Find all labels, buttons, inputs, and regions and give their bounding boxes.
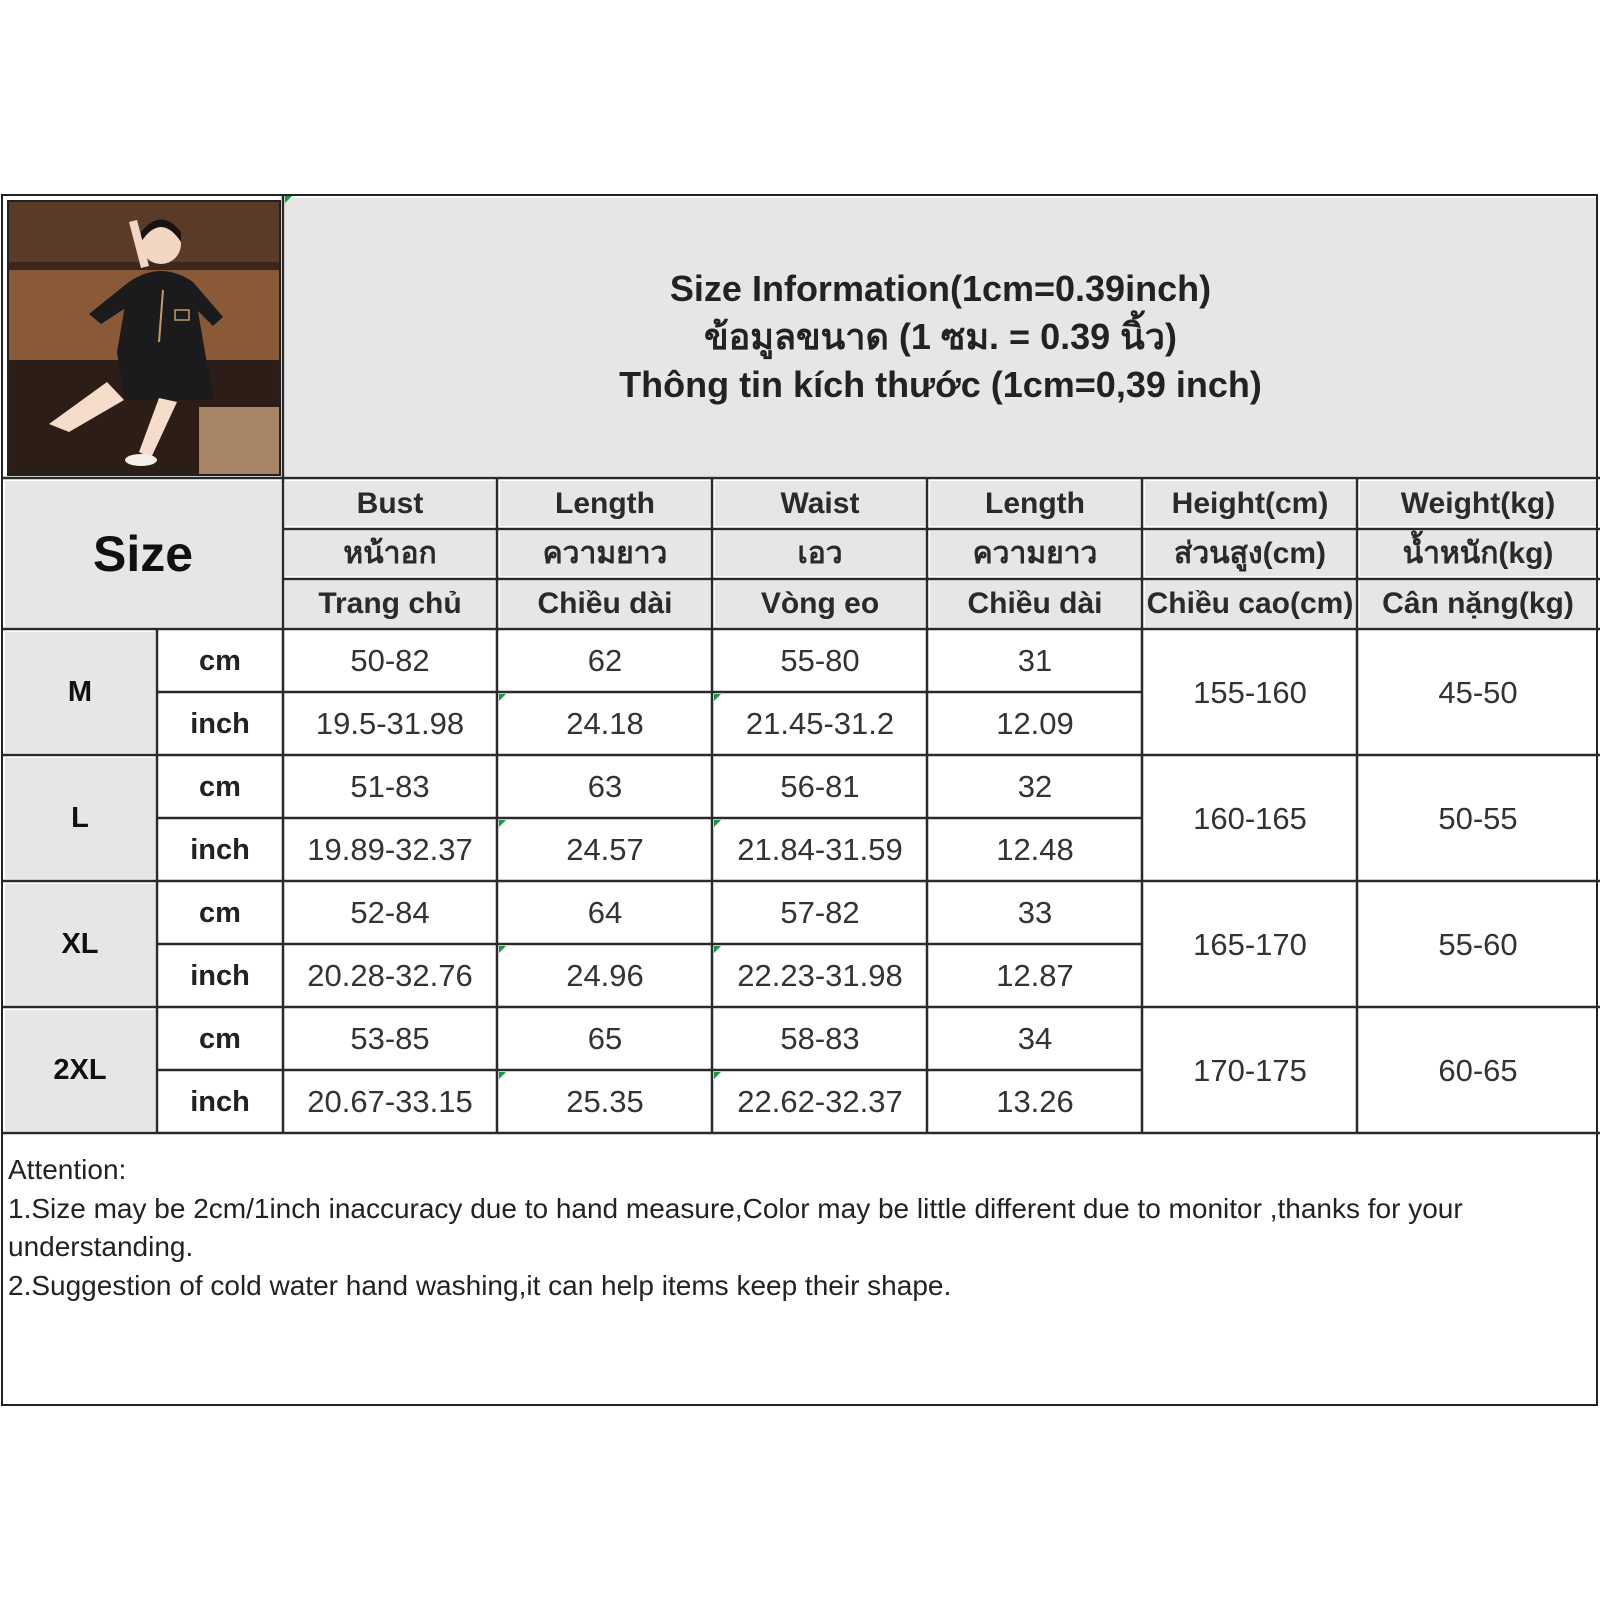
table-cell: 19.5-31.98	[315, 706, 465, 741]
weight-cell: 50-55	[1438, 800, 1518, 836]
unit-cm: cm	[199, 644, 241, 677]
header-weight-th: น้ำหนัก(kg)	[1360, 531, 1596, 576]
height-cell: 155-160	[1193, 674, 1307, 710]
height-cell: 165-170	[1193, 926, 1307, 962]
table-cell: 51-83	[350, 769, 430, 804]
header-bust-en: Bust	[285, 481, 495, 526]
table-cell: 50-82	[350, 643, 430, 678]
table-cell: 31	[1017, 643, 1053, 678]
table-cell: 58-83	[780, 1021, 860, 1056]
unit-inch: inch	[190, 959, 250, 992]
table-cell: 57-82	[780, 895, 860, 930]
table-cell: 65	[587, 1021, 623, 1056]
table-cell: 12.48	[996, 832, 1074, 867]
header-weight-en: Weight(kg)	[1360, 481, 1596, 526]
header-waist-vi: Vòng eo	[715, 581, 925, 627]
unit-inch: inch	[190, 833, 250, 866]
unit-cm: cm	[199, 896, 241, 929]
header-waist-th: เอว	[715, 531, 925, 576]
table-cell: 20.28-32.76	[307, 958, 473, 993]
height-cell: 170-175	[1193, 1052, 1307, 1088]
notes-line-2: 2.Suggestion of cold water hand washing,it can help items keep their shape.	[8, 1269, 952, 1301]
table-cell: 24.57	[566, 832, 644, 867]
table-cell: 25.35	[566, 1084, 644, 1119]
table-cell: 33	[1017, 895, 1053, 930]
table-cell: 34	[1017, 1021, 1053, 1056]
table-cell: 20.67-33.15	[307, 1084, 473, 1119]
table-cell: 12.87	[996, 958, 1074, 993]
table-cell: 52-84	[350, 895, 430, 930]
header-length2-th: ความยาว	[930, 531, 1140, 576]
table-cell: 22.23-31.98	[737, 958, 903, 993]
size-label-2xl: 2XL	[5, 1010, 155, 1131]
table-cell: 32	[1017, 769, 1053, 804]
table-cell: 55-80	[780, 643, 860, 678]
table-cell: 22.62-32.37	[737, 1084, 903, 1119]
table-cell: 21.84-31.59	[737, 832, 903, 867]
unit-inch: inch	[190, 707, 250, 740]
unit-cm: cm	[199, 1022, 241, 1055]
title-block	[285, 198, 1596, 476]
header-length2-en: Length	[930, 481, 1140, 526]
table-cell: 53-85	[350, 1021, 430, 1056]
size-label-l: L	[5, 758, 155, 879]
weight-cell: 60-65	[1438, 1052, 1518, 1088]
model-photo-illustration	[9, 202, 279, 474]
table-cell: 12.09	[996, 706, 1074, 741]
header-height-vi: Chiều cao(cm)	[1145, 581, 1355, 627]
weight-cell: 45-50	[1438, 674, 1518, 710]
header-length-en: Length	[500, 481, 710, 526]
title-th: ข้อมูลขนาด (1 ซม. = 0.39 นิ้ว)	[704, 316, 1177, 357]
unit-cm: cm	[199, 770, 241, 803]
table-cell: 62	[587, 643, 623, 678]
header-height-th: ส่วนสูง(cm)	[1145, 531, 1355, 576]
size-chart	[1, 194, 1598, 1406]
size-header-label: Size	[92, 526, 194, 582]
weight-cell: 55-60	[1438, 926, 1518, 962]
header-length2-vi: Chiều dài	[930, 581, 1140, 627]
header-height-en: Height(cm)	[1145, 481, 1355, 526]
attention-notes	[8, 1151, 1588, 1305]
table-cell: 64	[587, 895, 623, 930]
table-cell: 13.26	[996, 1084, 1074, 1119]
notes-line-1: 1.Size may be 2cm/1inch inaccuracy due to hand measure,Color may be little different due to monitor ,thanks for your understanding.	[8, 1192, 1463, 1262]
size-label-m: M	[5, 632, 155, 753]
title-en: Size Information(1cm=0.39inch)	[669, 268, 1212, 309]
title-vi: Thông tin kích thước (1cm=0,39 inch)	[619, 364, 1262, 405]
table-cell: 19.89-32.37	[307, 832, 473, 867]
notes-heading: Attention:	[8, 1154, 127, 1185]
table-cell: 56-81	[780, 769, 860, 804]
header-weight-vi: Cân nặng(kg)	[1360, 581, 1596, 627]
header-length-th: ความยาว	[500, 531, 710, 576]
table-cell: 24.18	[566, 706, 644, 741]
header-length-vi: Chiều dài	[500, 581, 710, 627]
table-cell: 63	[587, 769, 623, 804]
header-bust-vi: Trang chủ	[285, 581, 495, 627]
size-header	[5, 481, 281, 627]
header-bust-th: หน้าอก	[285, 531, 495, 576]
size-label-xl: XL	[5, 884, 155, 1005]
model-photo-icon	[7, 200, 281, 476]
table-cell: 21.45-31.2	[745, 706, 895, 741]
table-cell: 24.96	[566, 958, 644, 993]
unit-inch: inch	[190, 1085, 250, 1118]
header-waist-en: Waist	[715, 481, 925, 526]
height-cell: 160-165	[1193, 800, 1307, 836]
